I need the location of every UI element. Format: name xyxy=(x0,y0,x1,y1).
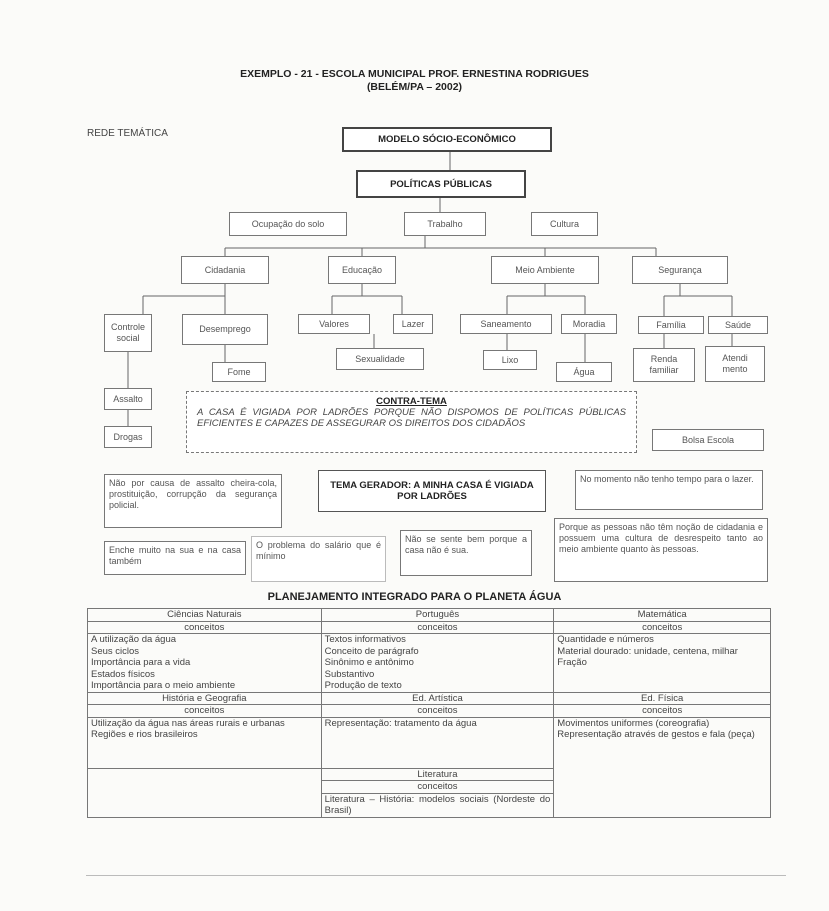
list-item: Representação através de gestos e fala (peça) xyxy=(557,729,755,740)
conceitos-label: conceitos xyxy=(554,621,771,634)
list-item: Material dourado: unidade, centena, milhar xyxy=(557,645,738,657)
node-atendimento: Atendi mento xyxy=(705,346,765,382)
cell-artistica-conceitos xyxy=(321,717,554,768)
fala-nao-por-causa: Não por causa de assalto cheira-cola, prostituição, corrupção da segurança policial. xyxy=(104,474,282,528)
fala-no-momento: No momento não tenho tempo para o lazer. xyxy=(575,470,763,510)
header-ed-artistica: Ed. Artística xyxy=(321,692,554,705)
node-lixo: Lixo xyxy=(483,350,537,370)
conceitos-label: conceitos xyxy=(321,621,554,634)
header-literatura: Literatura xyxy=(321,768,554,781)
list-item: Sinônimo e antônimo xyxy=(324,657,414,668)
document-title: EXEMPLO - 21 - ESCOLA MUNICIPAL PROF. ERNESTINA RODRIGUES xyxy=(240,68,589,80)
rede-tematica-label: REDE TEMÁTICA xyxy=(87,128,168,139)
list-item: Produção de texto xyxy=(324,680,402,691)
list-item: Fração xyxy=(557,657,587,668)
contra-tema-title: CONTRA-TEMA xyxy=(376,396,447,407)
list-item: Literatura – História: modelos sociais (Nordeste do Brasil) xyxy=(324,793,551,816)
fala-enche-muito: Enche muito na sua e na casa também xyxy=(104,541,246,575)
node-saude: Saúde xyxy=(708,316,768,334)
node-seguranca: Segurança xyxy=(632,256,728,284)
list-item: Representação: tratamento da água xyxy=(324,717,477,729)
node-lazer: Lazer xyxy=(393,314,433,334)
node-sexualidade: Sexualidade xyxy=(336,348,424,370)
cell-empty xyxy=(88,768,322,817)
header-portugues: Português xyxy=(321,609,554,622)
conceitos-label: conceitos xyxy=(88,621,322,634)
list-item: Importância para a vida xyxy=(91,657,191,668)
conceitos-label: conceitos xyxy=(321,705,554,718)
cell-historia-conceitos xyxy=(88,717,322,768)
conceitos-label: conceitos xyxy=(554,705,771,718)
cell-ciencias-conceitos xyxy=(88,634,322,693)
conceitos-label: conceitos xyxy=(88,705,322,718)
node-politicas-publicas: POLÍTICAS PÚBLICAS xyxy=(356,170,526,198)
node-familia: Família xyxy=(638,316,704,334)
fala-problema-salario: O problema do salário que é mínimo xyxy=(251,536,386,582)
page-divider xyxy=(86,875,786,876)
cell-literatura-conceitos xyxy=(321,793,554,817)
list-item: A utilização da água xyxy=(91,634,177,645)
list-item: Substantivo xyxy=(324,668,375,680)
fala-porque-pessoas: Porque as pessoas não têm noção de cidadania e possuem uma cultura de desrespeito tanto ao meio ambiente quanto às pessoas. xyxy=(554,518,768,582)
header-ed-fisica: Ed. Física xyxy=(554,692,771,705)
contra-tema-text: A CASA É VIGIADA POR LADRÕES PORQUE NÃO DISPOMOS DE POLÍTICAS PÚBLICAS EFICIENTES E CAPAZES DE ASSEGURAR OS DIREITOS DOS CIDADÃOS xyxy=(197,407,626,429)
node-assalto: Assalto xyxy=(104,388,152,410)
list-item: Seus ciclos xyxy=(91,645,140,657)
list-item: Quantidade e números xyxy=(557,634,654,645)
list-item: Importância para o meio ambiente xyxy=(91,680,236,691)
node-valores: Valores xyxy=(298,314,370,334)
header-historia-geografia: História e Geografia xyxy=(88,692,322,705)
node-controle-social: Controle social xyxy=(104,314,152,352)
tema-gerador-box: TEMA GERADOR: A MINHA CASA É VIGIADA POR LADRÕES xyxy=(318,470,546,512)
list-item: Movimentos uniformes (coreografia) xyxy=(557,717,710,729)
list-item: Conceito de parágrafo xyxy=(324,645,419,657)
list-item: Utilização da água nas áreas rurais e urbanas xyxy=(91,717,285,729)
node-fome: Fome xyxy=(212,362,266,382)
list-item: Textos informativos xyxy=(324,634,406,645)
cell-fisica-conceitos xyxy=(554,717,771,817)
node-modelo-socio-economico: MODELO SÓCIO-ECONÔMICO xyxy=(342,127,552,152)
node-renda-familiar: Renda familiar xyxy=(633,348,695,382)
node-bolsa-escola: Bolsa Escola xyxy=(652,429,764,451)
planejamento-title: PLANEJAMENTO INTEGRADO PARA O PLANETA ÁGUA xyxy=(267,591,562,603)
planejamento-table xyxy=(87,608,771,818)
node-agua: Água xyxy=(556,362,612,382)
list-item: Regiões e rios brasileiros xyxy=(91,729,198,740)
node-educacao: Educação xyxy=(328,256,396,284)
cell-matematica-conceitos xyxy=(554,634,771,693)
header-matematica: Matemática xyxy=(554,609,771,622)
node-drogas: Drogas xyxy=(104,426,152,448)
conceitos-label: conceitos xyxy=(321,781,554,794)
fala-nao-se-sente: Não se sente bem porque a casa não é sua. xyxy=(400,530,532,576)
node-ocupacao-do-solo: Ocupação do solo xyxy=(229,212,347,236)
document-subtitle: (BELÉM/PA – 2002) xyxy=(366,81,463,93)
node-trabalho: Trabalho xyxy=(404,212,486,236)
cell-portugues-conceitos xyxy=(321,634,554,693)
list-item: Estados físicos xyxy=(91,668,155,680)
contra-tema-box xyxy=(186,391,637,453)
header-ciencias-naturais: Ciências Naturais xyxy=(88,609,322,622)
node-cultura: Cultura xyxy=(531,212,598,236)
node-moradia: Moradia xyxy=(561,314,617,334)
node-saneamento: Saneamento xyxy=(460,314,552,334)
node-desemprego: Desemprego xyxy=(182,314,268,345)
node-cidadania: Cidadania xyxy=(181,256,269,284)
node-meio-ambiente: Meio Ambiente xyxy=(491,256,599,284)
